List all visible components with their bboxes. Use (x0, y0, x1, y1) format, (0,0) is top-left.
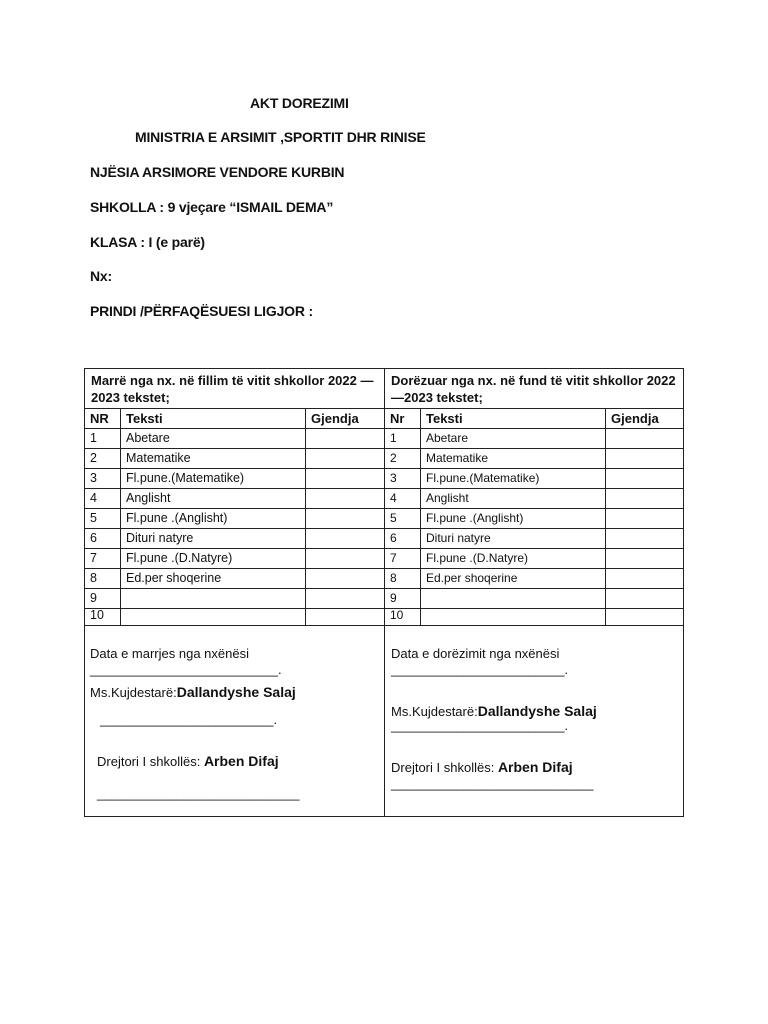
book-title[interactable] (120, 606, 305, 625)
book-condition[interactable] (605, 509, 683, 528)
book-condition[interactable] (305, 449, 384, 468)
homeroom-teacher-signature (391, 703, 597, 719)
book-condition[interactable] (605, 569, 683, 588)
table-row (85, 489, 384, 509)
book-condition[interactable] (305, 606, 384, 625)
homeroom-teacher-name: Dallandyshe Salaj (477, 703, 597, 719)
returned-section (385, 369, 683, 816)
column-header-condition: Gjendja (605, 409, 683, 428)
row-number: 8 (390, 571, 397, 585)
table-row (385, 429, 683, 449)
returned-caption: Dorëzuar nga nx. në fund të vitit shkollor 2022—2023 tekstet; (391, 373, 676, 405)
book-condition[interactable] (605, 529, 683, 548)
row-number: 4 (390, 491, 397, 505)
row-number: 9 (90, 591, 97, 605)
column-header-condition: Gjendja (305, 409, 384, 428)
director-signature (391, 759, 573, 775)
table-row (385, 449, 683, 469)
book-title: Abetare (420, 429, 605, 448)
director-label: Drejtori I shkollës: (391, 760, 495, 775)
ministry-line: MINISTRIA E ARSIMIT ,SPORTIT DHR RINISE (135, 129, 426, 145)
student-line: Nx: (90, 268, 112, 284)
teacher-signature-line[interactable]: ________________________. (391, 718, 569, 733)
book-title: Dituri natyre (120, 529, 305, 548)
row-number: 5 (90, 511, 97, 525)
table-row (385, 469, 683, 489)
table-row (85, 529, 384, 549)
homeroom-teacher-label: Ms.Kujdestarë: (90, 685, 177, 700)
book-condition[interactable] (605, 429, 683, 448)
director-signature (97, 753, 279, 769)
book-title: Fl.pune .(D.Natyre) (120, 549, 305, 568)
book-condition[interactable] (605, 449, 683, 468)
book-condition[interactable] (305, 549, 384, 568)
book-title: Fl.pune.(Matematike) (120, 469, 305, 488)
book-condition[interactable] (305, 509, 384, 528)
book-title: Fl.pune .(Anglisht) (420, 509, 605, 528)
book-title: Ed.per shoqerine (420, 569, 605, 588)
book-title: Fl.pune.(Matematike) (420, 469, 605, 488)
homeroom-teacher-label: Ms.Kujdestarë: (391, 704, 478, 719)
row-number: 1 (390, 431, 397, 445)
table-row (85, 549, 384, 569)
homeroom-teacher-signature (90, 684, 296, 700)
school-line: SHKOLLA : 9 vjeçare “ISMAIL DEMA” (90, 199, 334, 215)
book-title: Dituri natyre (420, 529, 605, 548)
homeroom-teacher-name: Dallandyshe Salaj (176, 684, 296, 700)
table-row (85, 449, 384, 469)
return-date-line[interactable]: ________________________. (391, 662, 569, 677)
book-condition[interactable] (305, 569, 384, 588)
row-number: 3 (90, 471, 97, 485)
book-title: Matematike (420, 449, 605, 468)
book-condition[interactable] (305, 469, 384, 488)
row-number: 9 (390, 591, 397, 605)
column-header-text: Teksti (420, 409, 605, 428)
director-name: Arben Difaj (497, 759, 573, 775)
row-number: 2 (90, 451, 97, 465)
row-number: 6 (90, 531, 97, 545)
table-row (385, 549, 683, 569)
row-number: 7 (390, 551, 397, 565)
director-signature-line[interactable]: ____________________________ (391, 776, 594, 791)
table-row (85, 606, 384, 625)
row-number: 7 (90, 551, 97, 565)
table-header-row (85, 409, 384, 429)
book-condition[interactable] (305, 429, 384, 448)
row-number: 10 (390, 608, 404, 622)
class-line: KLASA : I (e parë) (90, 234, 205, 250)
receipt-date-label: Data e marrjes nga nxënësi (90, 646, 249, 661)
table-row (85, 569, 384, 589)
row-number: 6 (390, 531, 397, 545)
table-row (85, 429, 384, 449)
row-number: 5 (390, 511, 397, 525)
table-header-row (385, 409, 683, 429)
column-header-text: Teksti (120, 409, 305, 428)
book-condition[interactable] (305, 529, 384, 548)
book-title[interactable] (420, 606, 605, 625)
book-title: Matematike (120, 449, 305, 468)
receipt-date-line[interactable]: __________________________. (90, 662, 282, 677)
book-condition[interactable] (605, 489, 683, 508)
book-title: Fl.pune .(Anglisht) (120, 509, 305, 528)
row-number: 3 (390, 471, 397, 485)
return-date-label: Data e dorëzimit nga nxënësi (391, 646, 560, 661)
column-header-nr: Nr (390, 411, 405, 426)
row-number: 2 (390, 451, 397, 465)
book-title: Anglisht (120, 489, 305, 508)
education-unit-line: NJËSIA ARSIMORE VENDORE KURBIN (90, 164, 345, 180)
book-condition[interactable] (605, 606, 683, 625)
table-row (385, 529, 683, 549)
table-row (385, 509, 683, 529)
document-title: AKT DOREZIMI (250, 95, 349, 111)
book-title: Abetare (120, 429, 305, 448)
table-row (385, 606, 683, 625)
book-condition[interactable] (605, 549, 683, 568)
book-title: Anglisht (420, 489, 605, 508)
table-row (85, 469, 384, 489)
column-header-nr: NR (90, 411, 109, 426)
director-label: Drejtori I shkollës: (97, 754, 201, 769)
table-row (385, 489, 683, 509)
received-section (85, 369, 384, 816)
parent-line: PRINDI /PËRFAQËSUESI LIGJOR : (90, 303, 313, 319)
row-number: 8 (90, 571, 97, 585)
book-condition[interactable] (305, 489, 384, 508)
handover-table (84, 368, 684, 817)
book-condition[interactable] (605, 469, 683, 488)
director-name: Arben Difaj (203, 753, 279, 769)
row-number: 4 (90, 491, 97, 505)
received-caption: Marrë nga nx. në fillim të vitit shkollor 2022 —2023 tekstet; (91, 373, 374, 405)
row-number: 10 (90, 608, 104, 622)
row-number: 1 (90, 431, 97, 445)
table-row (385, 569, 683, 589)
director-signature-line[interactable]: ____________________________ (97, 786, 300, 801)
table-row (85, 509, 384, 529)
book-title: Ed.per shoqerine (120, 569, 305, 588)
book-title: Fl.pune .(D.Natyre) (420, 549, 605, 568)
teacher-signature-line[interactable]: ________________________. (100, 712, 278, 727)
